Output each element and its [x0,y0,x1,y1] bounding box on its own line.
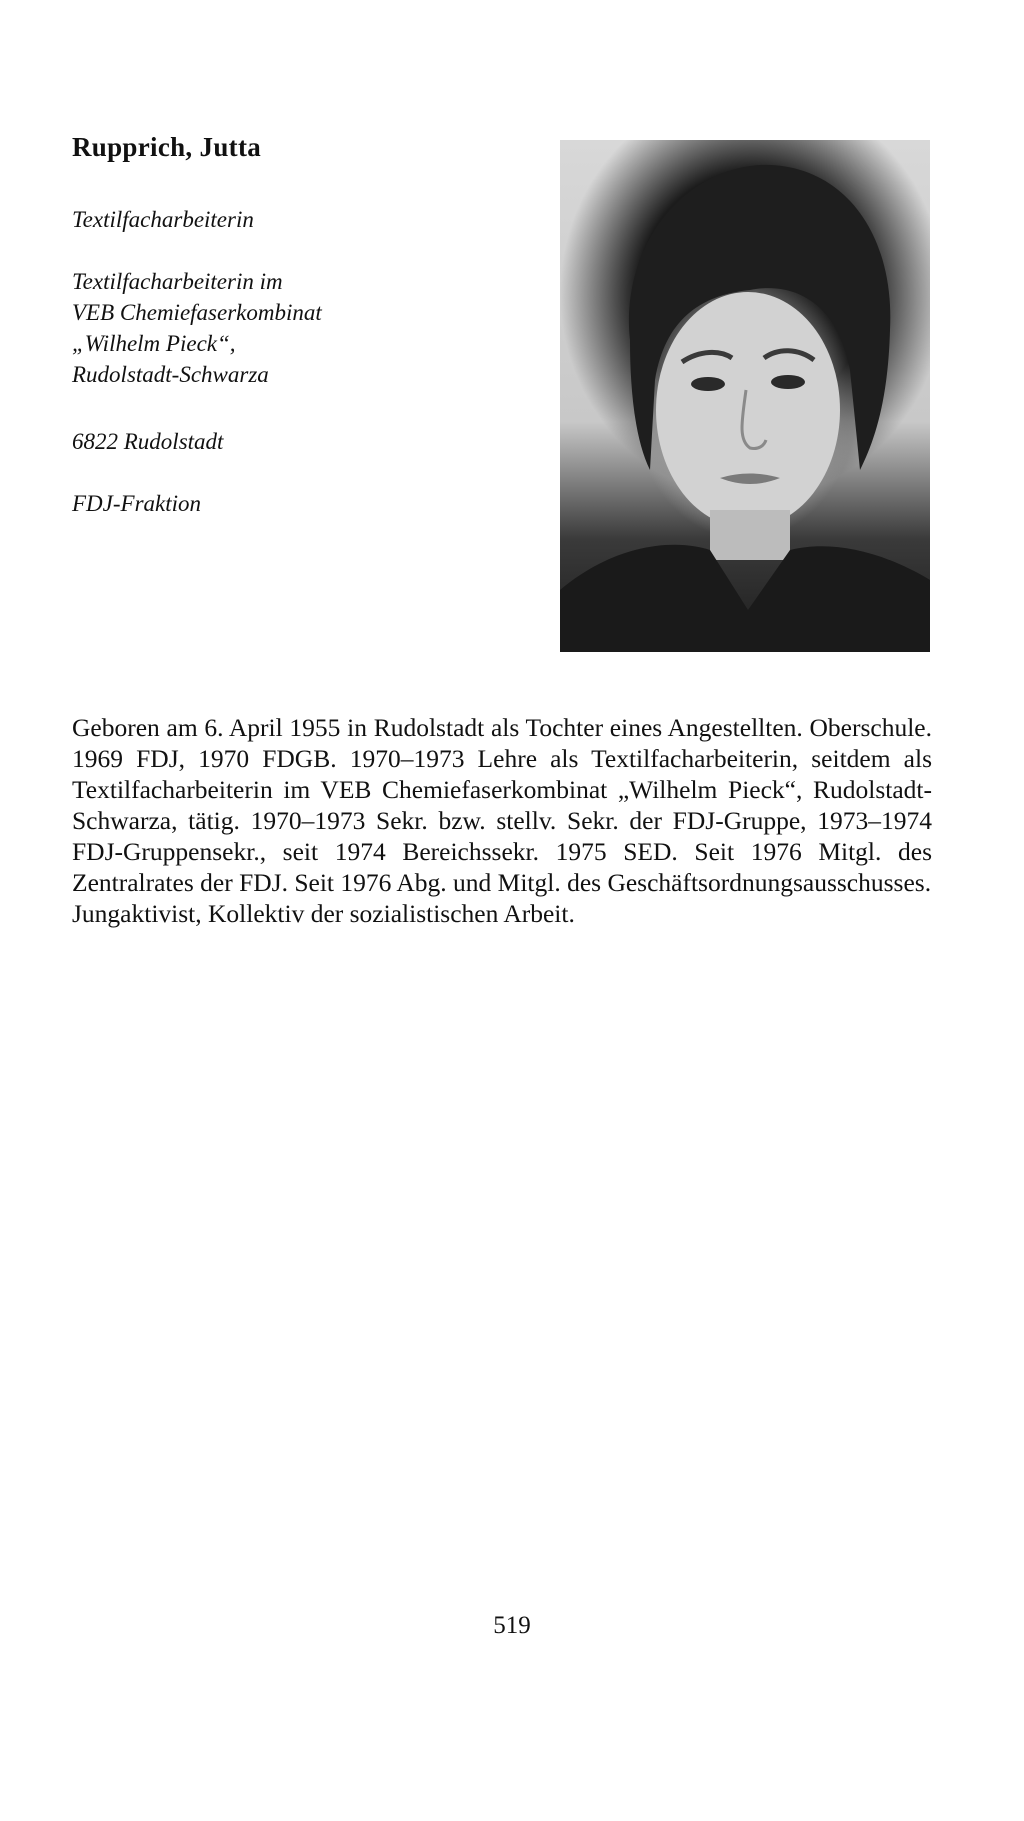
workplace-line: Textilfacharbeiterin im [72,269,283,294]
portrait-illustration [560,140,930,652]
profession-text: Textilfacharbeiterin [72,207,254,232]
workplace-line: VEB Chemiefaserkombinat [72,300,322,325]
residence-text: 6822 Rudolstadt [72,429,224,454]
workplace-line: „Wilhelm Pieck“, [72,331,236,356]
biography-paragraph: Geboren am 6. April 1955 in Rudolstadt als Tochter eines Angestellten. Oberschule. 1969 FDJ, 1970 FDGB. 1970–1973 Lehre als Textilfacharbeiterin, seitdem als Textilfacharbeiterin im VEB Chemiefaserkombinat „Wilhelm Pieck“, Rudolstadt-Schwarza, tätig. 1970–1973 Sekr. bzw. stellv. Sekr. der FDJ-Gruppe, 1973–1974 FDJ-Gruppensekr., seit 1974 Bereichssekr. 1975 SED. Seit 1976 Mitgl. des Zentralrates der FDJ. Seit 1976 Abg. und Mitgl. des Geschäftsordnungsausschusses. [72,713,932,897]
residence [72,426,223,457]
biography-awards: Jungaktivist, Kollektiv der sozialistischen Arbeit. [72,899,575,928]
faction [72,488,201,519]
person-name: Rupprich, Jutta [72,132,262,162]
page-number: 519 [493,1612,531,1639]
workplace-line: Rudolstadt-Schwarza [72,362,269,387]
workplace [72,266,322,390]
faction-text: FDJ-Fraktion [72,491,202,516]
profession [72,204,254,235]
portrait-photo [560,140,930,652]
biography [72,712,932,929]
